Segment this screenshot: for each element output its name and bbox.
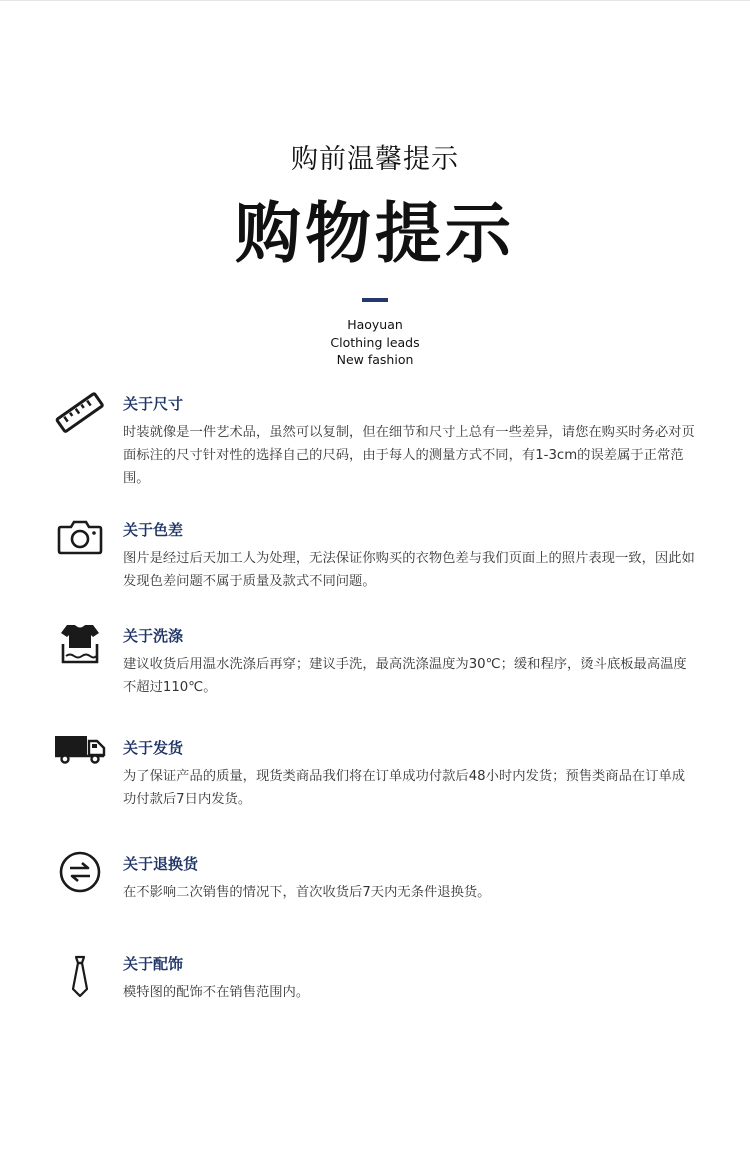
page-header <box>0 140 750 369</box>
section-title: 关于色差 <box>123 521 184 539</box>
section-title: 关于洗涤 <box>123 627 184 645</box>
accent-divider <box>362 298 388 302</box>
page-subtitle: 购前温馨提示 <box>291 144 459 175</box>
section-body: 图片是经过后天加工人为处理，无法保证你购买的衣物色差与我们页面上的照片表现一致，因此如发现色差问题不属于质量及款式不同问题。 <box>123 551 695 589</box>
brand-tagline <box>0 316 750 369</box>
section-body: 建议收货后用温水洗涤后再穿；建议手洗，最高洗涤温度为30℃；缓和程序，烫斗底板最高温度不超过110℃。 <box>123 657 687 695</box>
section-title: 关于发货 <box>123 739 184 757</box>
tagline-line-3: New fashion <box>336 352 414 367</box>
section-title: 关于配饰 <box>123 955 184 973</box>
exchange-icon <box>50 842 110 902</box>
page-title: 购物提示 <box>235 195 515 272</box>
tagline-line-2: Clothing leads <box>330 334 420 350</box>
washing-icon <box>50 615 110 675</box>
section-body: 模特图的配饰不在销售范围内。 <box>123 985 310 1000</box>
tagline-line-1: Haoyuan <box>347 317 403 332</box>
section-body: 在不影响二次销售的情况下，首次收货后7天内无条件退换货。 <box>123 885 491 900</box>
section-body: 为了保证产品的质量，现货类商品我们将在订单成功付款后48小时内发货；预售类商品在订单成功付款后7日内发货。 <box>123 769 686 807</box>
ruler-icon <box>50 383 110 443</box>
tie-icon <box>50 947 110 1007</box>
camera-icon <box>50 507 110 567</box>
truck-icon <box>50 719 110 779</box>
section-title: 关于尺寸 <box>123 395 184 413</box>
top-divider <box>0 0 750 1</box>
section-body: 时装就像是一件艺术品，虽然可以复制，但在细节和尺寸上总有一些差异，请您在购买时务必对页面标注的尺寸针对性的选择自己的尺码，由于每人的测量方式不同，有1-3cm的误差属于正常范围。 <box>123 425 695 486</box>
section-title: 关于退换货 <box>123 855 199 873</box>
